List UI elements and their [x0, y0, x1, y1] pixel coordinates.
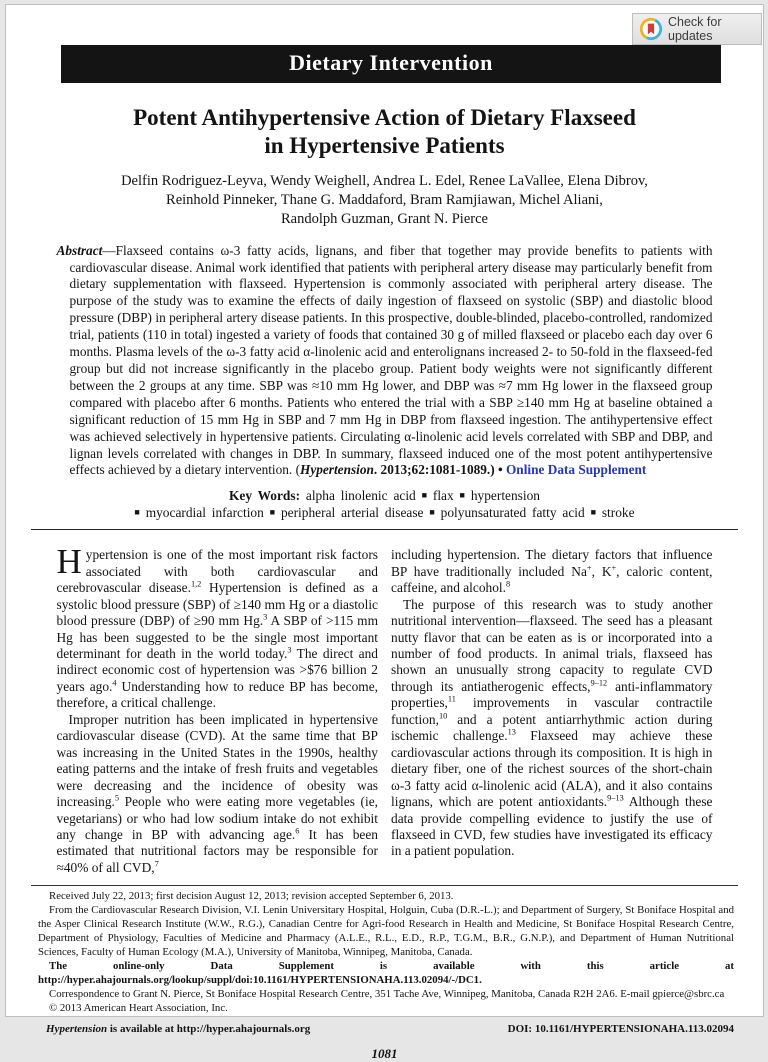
check-for-updates-label: Check for updates	[668, 15, 722, 43]
abstract-paragraph: Abstract—Flaxseed contains ω-3 fatty acids, lignans, and fiber that together may provide benefits to patients with cardiovascular disease. Animal work identified that patients with peripheral artery disease may particularly benefit from dietary supplementation with flaxseed. Hypertension is commonly associated with peripheral artery disease. The purpose of the study was to examine the effects of daily ingestion of flaxseed on systolic (SBP) and diastolic blood pressure (DBP) in peripheral artery disease patients. In this prospective, double-blinded, placebo-controlled, randomized trial, patients (110 in total) ingested a variety of foods that contained 30 g of milled flaxseed or placebo each day over 6 months. Plasma levels of the ω-3 fatty acid α-linolenic acid and enterolignans increased 2- to 50-fold in the flaxseed-fed group but did not increase significantly in the placebo group. Patient body weights were not significantly different between the 2 groups at any time. SBP was ≈10 mm Hg lower, and DBP was ≈7 mm Hg lower in the flaxseed group compared with placebo after 6 months. Patients who entered the trial with a SBP ≥140 mm Hg at baseline obtained a significant reduction of 15 mm Hg in SBP and 7 mm Hg in DBP from flaxseed ingestion. The antihypertensive effect was achieved selectively in hypertensive patients. Circulating α-linolenic acid levels correlated with SBP and DBP, and lignan levels correlated with changes in DBP. In summary, flaxseed induced one of the most potent antihypertensive effects achieved by a dietary intervention. (Hypertension. 2013;62:1081-1089.) • Online Data Supplement	[56, 242, 713, 478]
footer-journal-availability: Hypertension is available at http://hyper.ahajournals.org	[46, 1022, 311, 1035]
footnote-correspondence: Correspondence to Grant N. Pierce, St Boniface Hospital Research Centre, 351 Tache Ave, Winnipeg, Manitoba, Canada R2H 2A6. E-mail gpierce@sbrc.ca	[49, 987, 725, 1000]
intro-paragraph-2-continued: including hypertension. The dietary factors that influence BP have traditionally included Na+, K+, caloric content, caffeine, and alcohol.$^8$	[391, 547, 713, 596]
footnote-copyright: © 2013 American Heart Association, Inc.	[49, 1001, 228, 1014]
body-columns	[56, 542, 713, 876]
category-banner	[61, 45, 721, 83]
body-left-column	[56, 542, 379, 876]
keywords-block	[57, 487, 713, 521]
page-number: 1081	[371, 1045, 398, 1061]
keywords-line-2: ■ myocardial infarction ■ peripheral arterial disease ■ polyunsaturated fatty acid ■ stroke	[134, 505, 635, 521]
intro-paragraph-2: Improper nutrition has been implicated in hypertensive cardiovascular disease (CVD). At the same time that BP was increasing in the United States in the 1990s, healthy eating patterns and the intake of fresh fruits and vegetables were decreasing and the incidence of obesity was increasing.$^5$ People who were eating more vegetables (ie, vegetarians) or who had low sodium intake do not exhibit any change in BP with advancing age.$^6$ It has been estimated that nutritional factors may be responsible for ≈40% of all CVD,$^7$	[56, 711, 378, 875]
footnotes-block	[38, 890, 734, 1015]
author-list	[57, 172, 713, 229]
footnote-received: Received July 22, 2013; first decision August 12, 2013; revision accepted September 6, 2013.	[49, 890, 454, 903]
intro-paragraph-3: The purpose of this research was to study another nutritional intervention—flaxseed. The seed has a pleasant nutty flavor that can be eaten as is or incorporated into a number of food products. In animal trials, flaxseed has shown an unusually strong capacity to regulate CVD through its antiatherogenic effects,$^{9-12}$ anti-inflammatory properties,$^{11}$ improvements in vascular contractile function,$^{10}$ and a potent antiarrhythmic action during ischemic challenge.$^{13}$ Flaxseed may achieve these cardiovascular actions through its composition. It is high in dietary fiber, one of the richest sources of the short-chain ω-3 fatty acid α-linolenic acid (ALA), and it also contains lignans, which are potent antioxidants.$^{9-13}$ Although these data provide compelling evidence to justify the use of flaxseed in CVD, few studies have investigated its efficacy in a patient population.	[391, 596, 713, 859]
crossmark-icon	[640, 18, 662, 40]
journal-page	[5, 4, 764, 1061]
section-divider	[31, 529, 738, 530]
category-banner-label: Dietary Intervention	[289, 50, 493, 75]
check-for-updates-button[interactable]	[632, 13, 762, 45]
footnote-affiliations: From the Cardiovascular Research Division, V.I. Lenin Universitary Hospital, Holguin, Cuba (D.R.-L.); and Department of Surgery, St Boniface Hospital and the Asper Clinical Research Institute (W.W., R.G.), Canadian Centre for Agri-food Research in Health and Medicine, St Boniface Hospital Research Centre, Department of Physiology, Faculties of Medicine and Pharmacy (A.L.E., R.L., E.D., R.P., T.G.M., B.R., G.N.P.), and Department of Human Nutritional Sciences, Faculty of Human Ecology (M.A.), University of Manitoba, Winnipeg, Manitoba, Canada.	[38, 904, 734, 958]
authors-line: Reinhold Pinneker, Thane G. Maddaford, Bram Ramjiawan, Michel Aliani,	[166, 191, 603, 208]
keywords-line-1: Key Words: alpha linolenic acid ■ flax ■ hypertension	[228, 488, 541, 504]
footnote-divider	[31, 885, 738, 886]
footnote-data-supplement: The online-only Data Supplement is available with this article at http://hyper.ahajournals.org/lookup/suppl/doi:10.1161/HYPERTENSIONAHA.113.02094/-/DC1.	[38, 959, 734, 986]
intro-paragraph-1: Hypertension is one of the most important risk factors associated with both cardiovascular and cerebrovascular disease.$^{1,2}$ Hypertension is defined as a systolic blood pressure (SBP) of ≥140 mm Hg or a diastolic blood pressure (DBP) of ≥90 mm Hg.$^3$ A SBP of >115 mm Hg has been suggested to be the single most important determinant for death in the world today.$^3$ The direct and indirect economic cost of hypertension was >$76 billion 2 years ago.$^4$ Understanding how to reduce BP has become, therefore, a critical challenge.	[56, 542, 378, 711]
article-title: Potent Antihypertensive Action of Dietary Flaxseed in Hypertensive Patients	[133, 105, 636, 159]
body-right-column	[391, 547, 713, 876]
footer-doi: DOI: 10.1161/HYPERTENSIONAHA.113.02094	[507, 1022, 734, 1035]
authors-line: Randolph Guzman, Grant N. Pierce	[281, 210, 488, 227]
authors-line: Delfin Rodriguez-Leyva, Wendy Weighell, Andrea L. Edel, Renee LaVallee, Elena Dibrov,	[121, 173, 648, 190]
footer-row	[46, 1023, 734, 1035]
